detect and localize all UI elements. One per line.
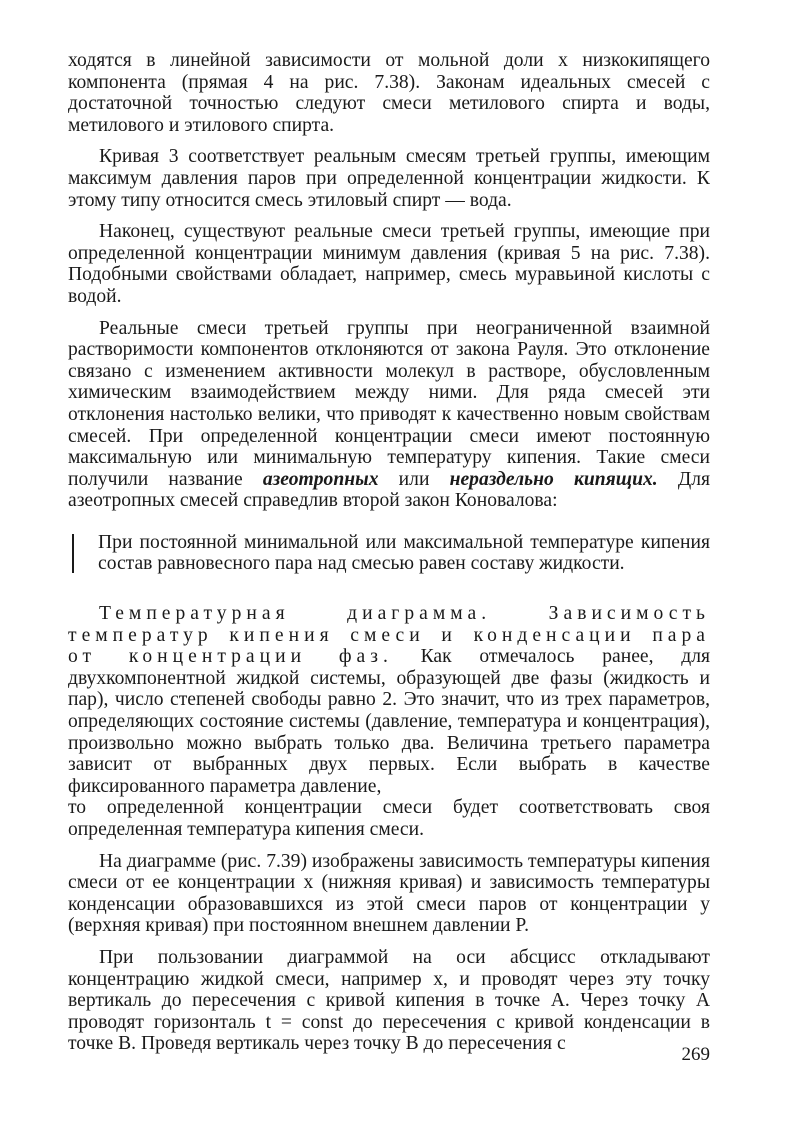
paragraph — [68, 603, 710, 797]
page-number: 269 — [681, 1044, 710, 1065]
paragraph: Кривая 3 соответствует реальным смесям третьей группы, имеющим максимум давления паров при определенной концентрации жидкости. К этому типу относится смесь этиловый спирт — вода. — [68, 146, 710, 211]
paragraph-text: или — [378, 468, 450, 490]
term-inseparably-boiling: нераздельно кипящих. — [449, 468, 658, 490]
paragraph: Наконец, существуют реальные смеси третьей группы, имеющие при определенной концентрации минимум давления (кривая 5 на рис. 7.38). Подобными свойствами обладает, например, смесь муравьиной кислоты с водой. — [68, 221, 710, 307]
paragraph — [68, 318, 710, 512]
term-azeotropic: азеотропных — [262, 468, 379, 490]
paragraph: На диаграмме (рис. 7.39) изображены зависимость температуры кипения смеси от ее концентрации x (нижняя кривая) и зависимость температуры конденсации образовавшихся из этой смеси паров от концентрации y (верхняя кривая) при постоянном внешнем давлении P. — [68, 850, 710, 937]
law-text: При постоянной минимальной или максимальной температуре кипения состав равновесного пара над смесью равен составу жидкости. — [98, 531, 710, 575]
paragraph-text: Для азеотропных смесей справедлив второй закон Коновалова: — [68, 468, 711, 512]
paragraph: ходятся в линейной зависимости от мольной доли x низкокипящего компонента (прямая 4 на рис. 7.38). Законам идеальных смесей с достаточной точностью следуют смеси метилового спирта и воды, метилового и этилового спирта. — [68, 50, 710, 136]
paragraph: то определенной концентрации смеси будет соответствовать своя определенная температура кипения смеси. — [68, 797, 710, 840]
callout-bar — [72, 534, 74, 573]
body-text — [68, 50, 710, 1065]
section-heading: Температурная диаграмма. Зависимость температур кипения смеси и конденсации пара от концентрации фаз. — [68, 603, 710, 668]
paragraph-text: Как отмечалось ранее, для двухкомпонентной жидкой системы, образующей две фазы (жидкость и пар), число степеней свободы равно 2. Это значит, что из трех параметров, определяющих состояние системы (давление, температура и концентрация), произвольно можно выбрать только два. Величина третьего параметра зависит от выбранных двух первых. Если выбрать в качестве фиксированного параметра давление, — [68, 646, 710, 797]
paragraph: При пользовании диаграммой на оси абсцисс откладывают концентрацию жидкой смеси, например x, и проводят через эту точку вертикаль до пересечения с кривой кипения в точке A. Через точку A проводят горизонталь t = const до пересечения с кривой конденсации в точке B. Проведя вертикаль через точку B до пересечения с — [68, 946, 710, 1055]
konovalov-law-callout — [68, 532, 710, 575]
paragraph-text: Реальные смеси третьей группы при неограниченной взаимной растворимости компонентов отклоняются от закона Рауля. Это отклонение связано с изменением активности молекул в растворе, обусловленным химическим взаимодействием между ними. Для ряда смесей эти отклонения настолько велики, что приводят к качественно новым свойствам смесей. При определенной концентрации смеси имеют постоянную максимальную или минимальную температуру кипения. Такие смеси получили название — [68, 317, 710, 490]
